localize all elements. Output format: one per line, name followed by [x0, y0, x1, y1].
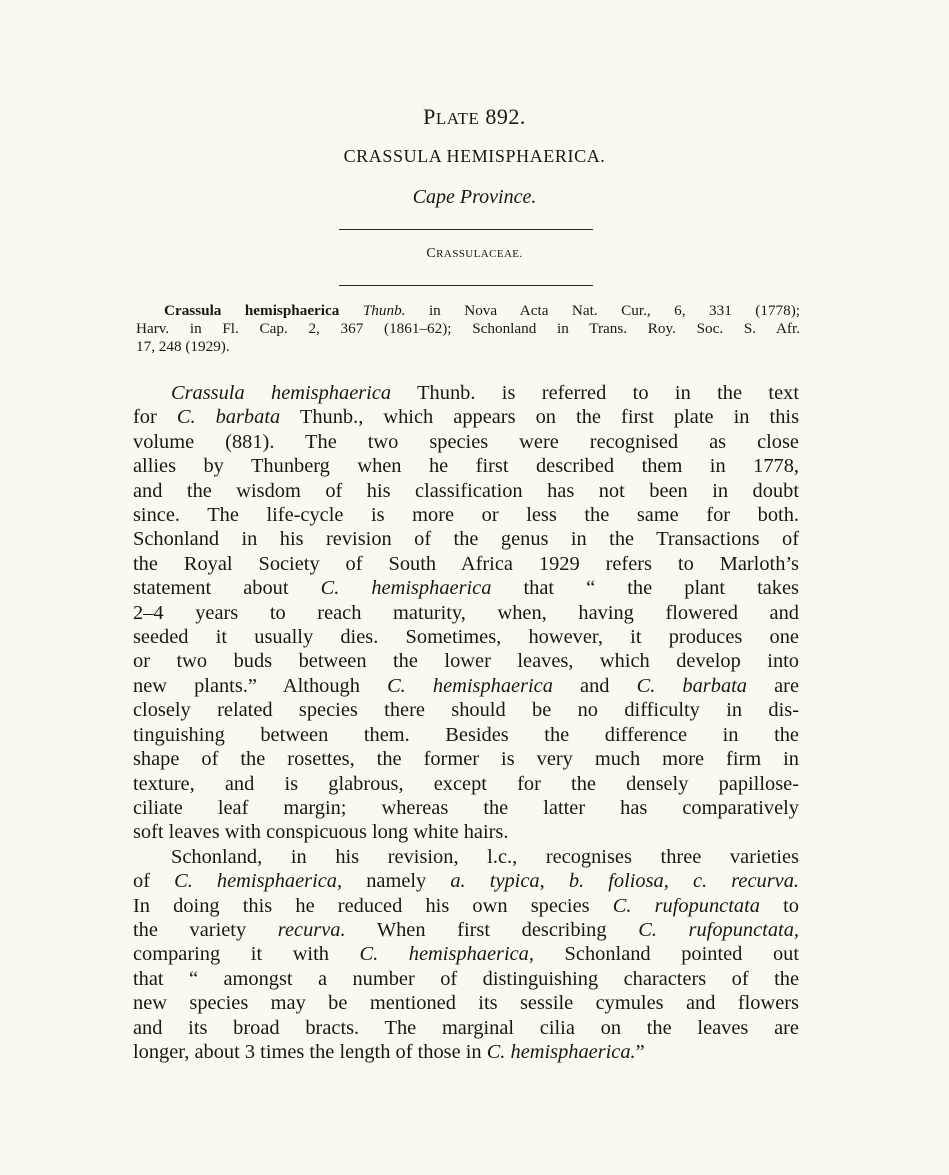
text-run: new plants.” Although [133, 674, 388, 697]
paragraph-line [133, 503, 799, 527]
paragraph-line [133, 601, 799, 625]
text-run: ciliate leaf margin; whereas the latter has comparatively [133, 796, 799, 819]
citation-line [136, 302, 800, 320]
region-subtitle: Cape Province. [412, 186, 537, 208]
plate-title-initial: P [423, 104, 436, 129]
text-run: 2–4 years to reach maturity, when, having flowered and [133, 601, 799, 624]
text-run: comparing it with [133, 943, 360, 966]
text-run: to [759, 894, 799, 917]
citation-line [136, 338, 800, 356]
paragraph-line [133, 674, 799, 698]
paragraph-line [133, 430, 799, 454]
body-text [133, 381, 799, 1064]
text-run: that “ amongst a number of distinguishing characters of the [133, 967, 799, 990]
bold-text: Crassula hemisphaerica [164, 302, 340, 319]
paragraph-line [133, 967, 799, 991]
italic-text: C. hemisphaerica [320, 577, 492, 600]
text-run [339, 302, 362, 319]
plate-title-smallcaps: LATE [435, 109, 480, 128]
text-run: that “ the plant takes [491, 577, 799, 600]
text-run: allies by Thunberg when he first described them in 1778, [133, 455, 799, 478]
paragraph-line [133, 649, 799, 673]
italic-text: a. typica, b. foliosa, c. recurva. [450, 870, 799, 893]
text-run: volume (881). The two species were recognised as close [133, 430, 799, 453]
family-smallcaps: RASSULACEAE. [436, 248, 523, 260]
paragraph-line [133, 991, 799, 1015]
text-run: 17, 248 (1929). [136, 338, 230, 355]
paragraph-line [133, 796, 799, 820]
italic-text: C. barbata [636, 674, 747, 697]
paragraph-line [133, 723, 799, 747]
text-run: Thunb., which appears on the first plate in this [280, 406, 800, 429]
text-run: the Royal Society of South Africa 1929 refers to Marloth’s [133, 552, 799, 575]
text-run: for [133, 406, 177, 429]
citation-line [136, 320, 800, 338]
paragraph-line [133, 918, 799, 942]
text-run: since. The life-cycle is more or less the same for both. [133, 504, 799, 527]
text-run: tinguishing between them. Besides the difference in the [133, 723, 799, 746]
species-title: CRASSULA HEMISPHAERICA. [343, 146, 606, 166]
text-run: or two buds between the lower leaves, which develop into [133, 650, 799, 673]
paragraph-line [133, 747, 799, 771]
text-run: Schonland pointed out [533, 943, 800, 966]
text-run: statement about [133, 577, 321, 600]
paragraph-line [133, 405, 799, 429]
paragraph-line [133, 1016, 799, 1040]
italic-text: C. hemisphaerica. [486, 1040, 636, 1063]
text-run: Harv. in Fl. Cap. 2, 367 (1861–62); Schonland in Trans. Roy. Soc. S. Afr. [136, 320, 800, 337]
text-run: are [747, 674, 800, 697]
text-run: texture, and is glabrous, except for the densely papillose- [133, 772, 799, 795]
divider-top [339, 229, 593, 230]
text-run: soft leaves with conspicuous long white hairs. [133, 821, 509, 844]
text-run: Schonland, in his revision, l.c., recognises three varieties [171, 845, 799, 868]
italic-text: C. hemisphaerica, [174, 870, 343, 893]
italic-text: Crassula hemisphaerica [171, 382, 392, 404]
text-run: When first describing [345, 918, 639, 941]
italic-text: C. rufopunctata, [638, 918, 799, 941]
paragraph-line [133, 845, 799, 869]
italic-text: C. barbata [176, 406, 281, 429]
divider-bottom [339, 285, 593, 286]
italic-text: C. hemisphaerica, [359, 943, 534, 966]
text-run: and the wisdom of his classification has not been in doubt [133, 479, 799, 502]
text-run: and [552, 674, 637, 697]
paragraph-line [133, 454, 799, 478]
text-run: Schonland in his revision of the genus in the Transactions of [133, 528, 799, 551]
paragraph-line [133, 527, 799, 551]
paragraph-line [133, 479, 799, 503]
text-run: shape of the rosettes, the former is very much more firm in [133, 748, 799, 771]
text-run: In doing this he reduced his own species [133, 894, 613, 917]
paragraph-line [133, 1040, 799, 1064]
text-run: seeded it usually dies. Sometimes, however, it produces one [133, 626, 799, 649]
citation-block [136, 302, 800, 356]
plate-number: 892. [479, 104, 526, 129]
text-run: namely [342, 870, 451, 893]
paragraph-line [133, 698, 799, 722]
paragraph-line [133, 942, 799, 966]
text-run: the variety [133, 918, 278, 941]
italic-text: C. hemisphaerica [387, 674, 553, 697]
paragraph-line [133, 820, 799, 844]
text-run: closely related species there should be no difficulty in dis- [133, 699, 799, 722]
paragraph-line [133, 772, 799, 796]
italic-text: Thunb. [362, 302, 406, 319]
plate-title [0, 104, 949, 130]
paragraph-line [133, 381, 799, 405]
paragraph-line [133, 894, 799, 918]
family-initial: C [426, 246, 437, 261]
paragraph-line [133, 869, 799, 893]
text-run: of [133, 870, 175, 893]
text-run: new species may be mentioned its sessile cymules and flowers [133, 992, 799, 1015]
text-run: in Nova Acta Nat. Cur., 6, 331 (1778); [405, 302, 801, 319]
text-run: ” [635, 1040, 645, 1063]
italic-text: C. rufopunctata [612, 894, 760, 917]
text-run: Thunb. is referred to in the text [391, 382, 799, 404]
paragraph-line [133, 625, 799, 649]
paragraph-line [133, 552, 799, 576]
family-heading [0, 246, 949, 262]
italic-text: recurva. [277, 918, 346, 941]
text-run: and its broad bracts. The marginal cilia on the leaves are [133, 1016, 799, 1039]
text-run: longer, about 3 times the length of those in [133, 1040, 487, 1063]
paragraph-line [133, 576, 799, 600]
